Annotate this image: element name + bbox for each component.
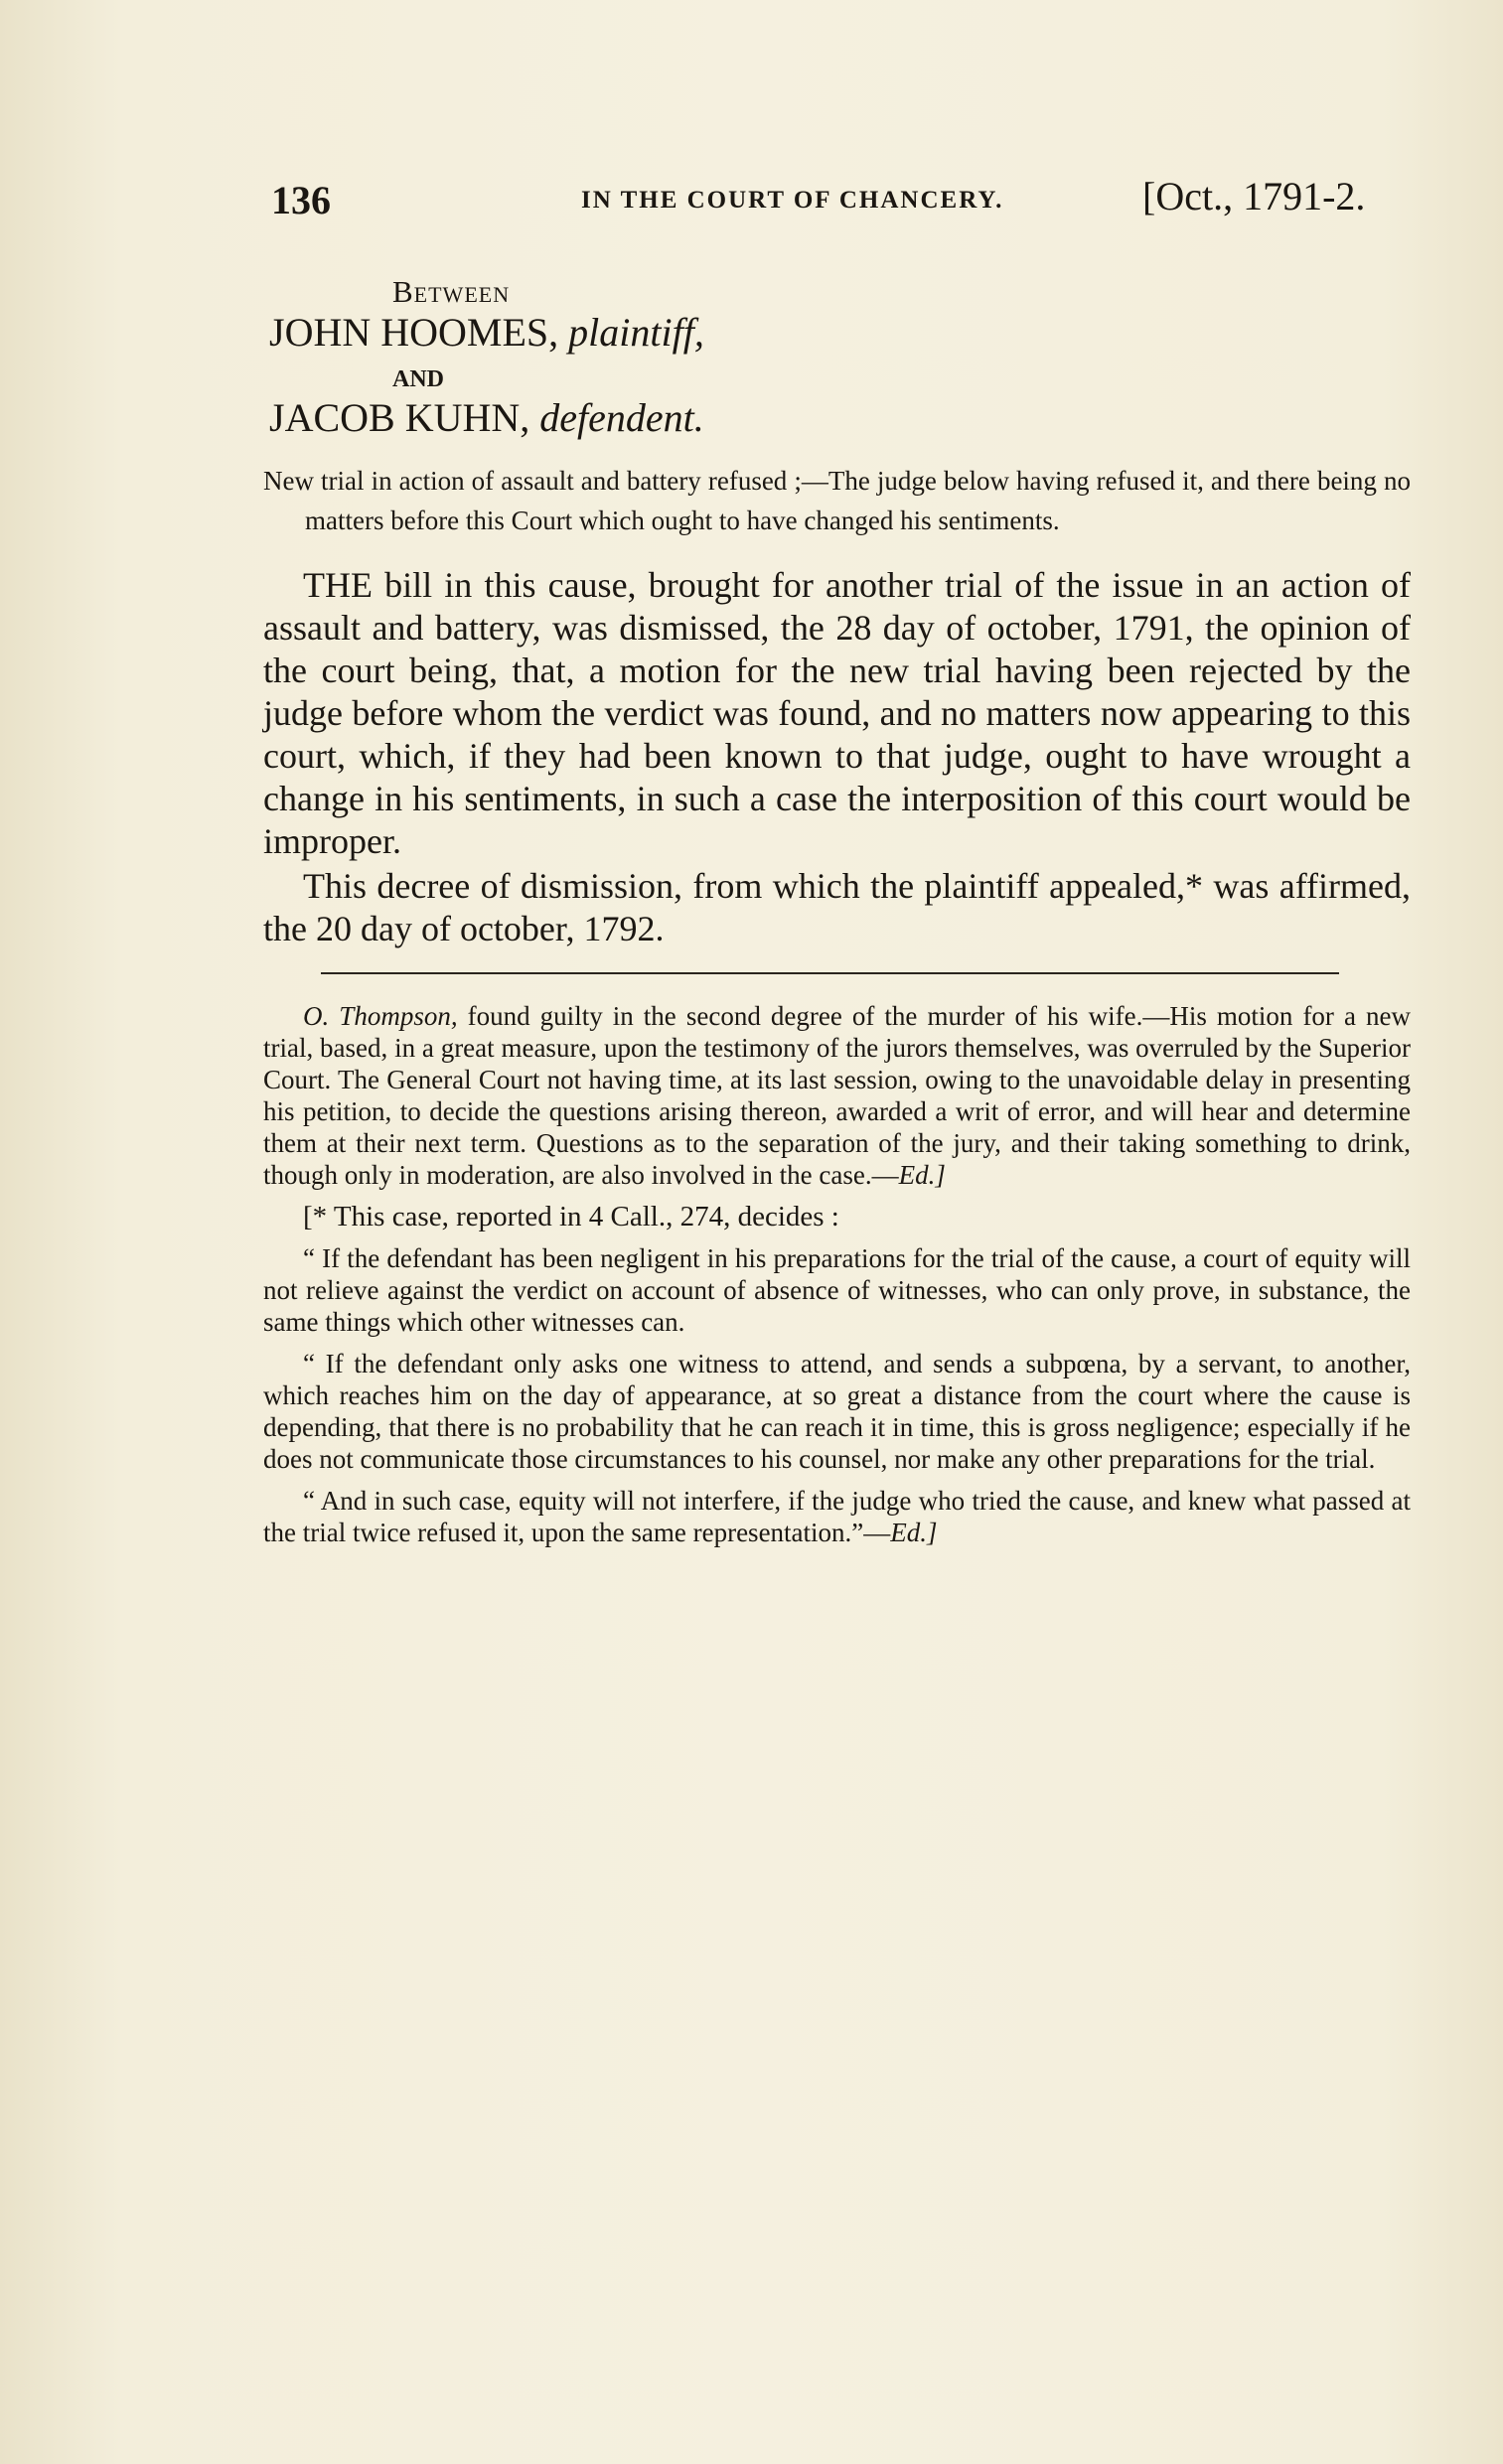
page-number: 136 xyxy=(271,178,331,222)
quote-paragraph-3 xyxy=(263,1485,1411,1548)
plaintiff-role: plaintiff, xyxy=(568,310,704,355)
syllabus: New trial in action of assault and battery refused ;—The judge below having refused it, and there being no matters before this Court which ought to have changed his sentiments. xyxy=(263,466,1411,535)
case-reference: [* This case, reported in 4 Call., 274, decides : xyxy=(303,1201,839,1232)
court-heading: IN THE COURT OF CHANCERY. xyxy=(581,187,1004,214)
opinion-body xyxy=(263,564,1411,950)
defendant-line xyxy=(269,395,1411,441)
defendant-name: JACOB KUHN, xyxy=(269,395,530,440)
thompson-ed: Ed.] xyxy=(898,1160,946,1190)
plaintiff-name: JOHN HOOMES, xyxy=(269,310,559,355)
term-date: [Oct., 1791-2. xyxy=(1142,174,1366,218)
opinion-paragraph-2: This decree of dismission, from which the plaintiff appealed,* was affirmed, the 20 day of october, 1792. xyxy=(263,866,1411,948)
printed-text-block xyxy=(263,159,1411,1548)
between-label: Between xyxy=(392,274,511,309)
defendant-role: defendent. xyxy=(539,395,704,440)
and-label: AND xyxy=(392,366,444,392)
footnote-divider xyxy=(321,972,1339,974)
plaintiff-line xyxy=(269,310,1411,356)
footnotes xyxy=(263,1000,1411,1548)
quote-paragraph-2: “ If the defendant only asks one witness to attend, and sends a subpœna, by a servant, to another, which reaches him on the day of appearance, at so great a distance from the court where the cause is depending, that there is no probability that he can reach it in time, this is gross negligence; especially if he does not communicate those circumstances to his counsel, nor make any other preparations for the trial. xyxy=(263,1349,1411,1474)
thompson-text: found guilty in the second degree of the murder of his wife.—His motion for a new trial, based, in a great measure, upon the testimony of the jurors themselves, was overruled by the Superior Court. The General Court not having time, at its last session, owing to the unavoidable delay in presenting his petition, to decide the questions arising thereon, awarded a writ of error, and will hear and determine them at their next term. Questions as to the separation of the jury, and their taking something to drink, though only in moderation, are also involved in the case.— xyxy=(263,1001,1411,1190)
thompson-name: O. Thompson, xyxy=(303,1001,458,1031)
thompson-note xyxy=(263,1000,1411,1191)
quote-3-ed: Ed.] xyxy=(890,1518,938,1547)
show-through-texture xyxy=(318,1887,326,1924)
opinion-paragraph-1: THE bill in this cause, brought for another trial of the issue in an action of assault and battery, was dismissed, the 28 day of october, 1791, the opinion of the court being, that, a motion for the new trial having been rejected by the judge before whom the verdict was found, and no matters now appearing to this court, which, if they had been known to that judge, ought to have wrought a change in his sentiments, in such a case the interposition of this court would be improper. xyxy=(263,565,1411,861)
quote-paragraph-1: “ If the defendant has been negligent in his preparations for the trial of the cause, a court of equity will not relieve against the verdict on account of absence of witnesses, who can only prove, in substance, the same things which other witnesses can. xyxy=(263,1243,1411,1337)
running-head xyxy=(263,159,1411,222)
quote-3-text: “ And in such case, equity will not interfere, if the judge who tried the cause, and knew what passed at the trial twice refused it, upon the same representation.”— xyxy=(263,1486,1411,1547)
